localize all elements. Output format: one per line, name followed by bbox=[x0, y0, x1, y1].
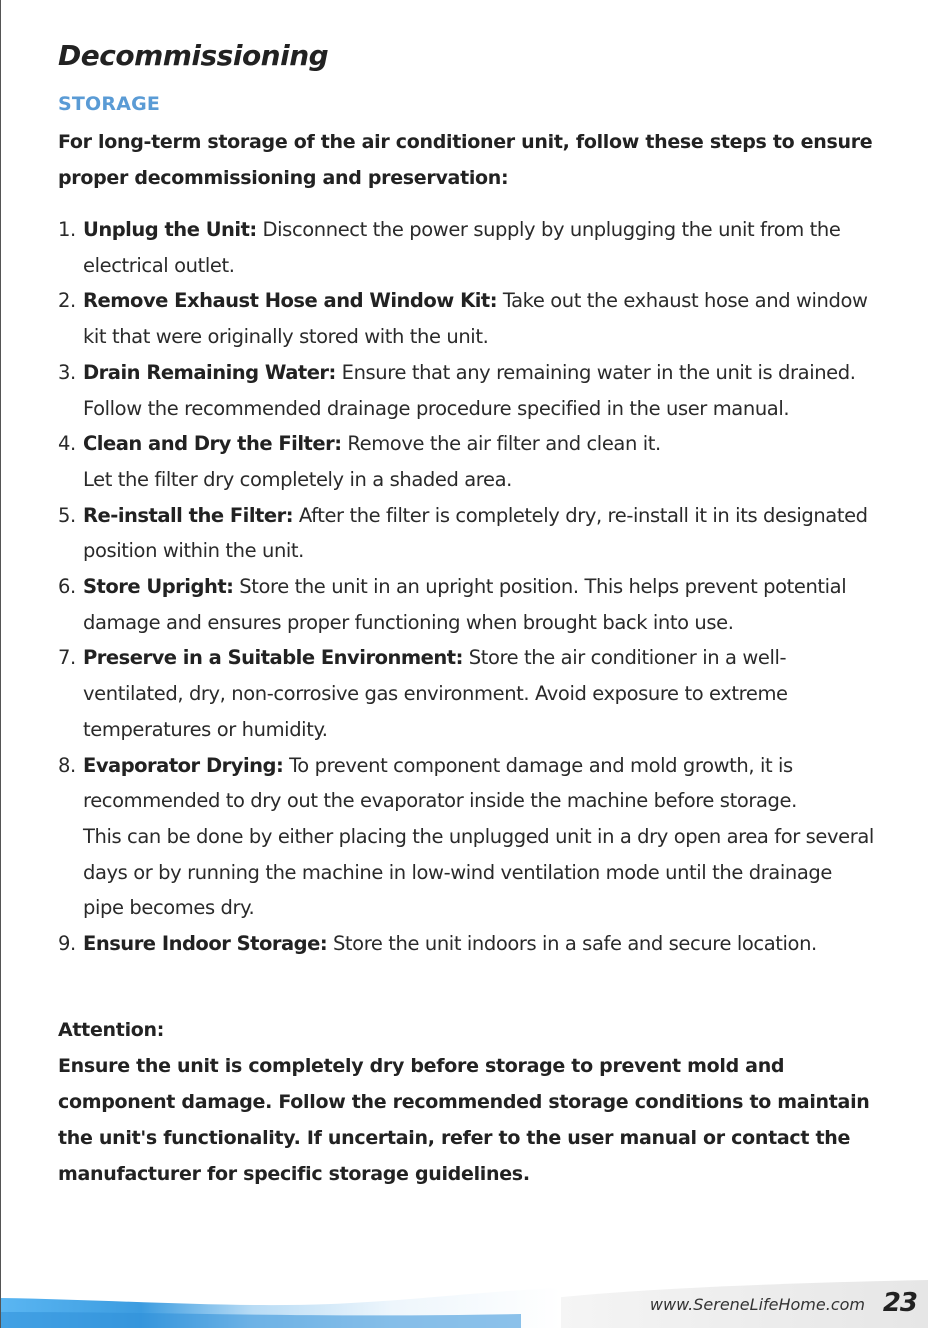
section-heading: STORAGE bbox=[58, 93, 161, 115]
step-title: Preserve in a Suitable Environment: bbox=[83, 646, 463, 670]
attention-text: Ensure the unit is completely dry before storage to prevent mold and component damage. Follow the recommended storage conditions to maintain the unit's functionality. If uncertain, refer to the user manual or contact the manufacturer for specific storage guidelines. bbox=[58, 1054, 870, 1185]
step-number: 8. bbox=[58, 753, 76, 777]
step-text: Store the unit in an upright position. This helps prevent potential damage and ensures proper functioning when brought back into use. bbox=[83, 575, 847, 634]
step-text-continued: Let the filter dry completely in a shaded area. bbox=[83, 467, 512, 491]
step-item bbox=[58, 283, 878, 354]
step-number: 5. bbox=[58, 503, 76, 527]
step-item bbox=[58, 569, 878, 640]
step-number: 7. bbox=[58, 646, 76, 670]
step-item bbox=[58, 640, 878, 747]
page-number: 23 bbox=[882, 1288, 917, 1318]
step-text: Store the unit indoors in a safe and secure location. bbox=[332, 932, 817, 956]
step-text: Disconnect the power supply by unplugging the unit from the electrical outlet. bbox=[83, 218, 841, 277]
step-title: Remove Exhaust Hose and Window Kit: bbox=[83, 289, 497, 313]
step-text: Take out the exhaust hose and window kit that were originally stored with the unit. bbox=[83, 289, 868, 349]
step-number: 6. bbox=[58, 575, 76, 599]
step-text: Ensure that any remaining water in the unit is drained. Follow the recommended drainage procedure specified in the user manual. bbox=[83, 360, 856, 420]
step-text: To prevent component damage and mold growth, it is recommended to dry out the evaporator inside the machine before storage. bbox=[83, 753, 797, 813]
page-content bbox=[58, 36, 878, 1192]
steps-list bbox=[58, 212, 878, 962]
attention-heading: Attention: bbox=[58, 1018, 165, 1041]
step-item bbox=[58, 355, 878, 426]
step-text: Store the air conditioner in a well-ventilated, dry, non-corrosive gas environment. Avoid exposure to extreme temperatures or humidity. bbox=[83, 646, 788, 741]
step-title: Re-install the Filter: bbox=[83, 503, 294, 527]
step-title: Evaporator Drying: bbox=[83, 753, 284, 777]
step-item bbox=[58, 212, 878, 283]
website-url: www.SereneLifeHome.com bbox=[649, 1295, 865, 1314]
step-text-continued: This can be done by either placing the unplugged unit in a dry open area for several days or by running the machine in low-wind ventilation mode until the drainage pipe becomes dry. bbox=[83, 824, 874, 920]
page-title: Decommissioning bbox=[58, 39, 329, 72]
step-number: 3. bbox=[58, 360, 76, 384]
page-footer bbox=[1, 1268, 928, 1328]
step-title: Unplug the Unit: bbox=[83, 218, 257, 241]
step-text: After the filter is completely dry, re-install it in its designated position within the unit. bbox=[83, 503, 868, 563]
step-item bbox=[58, 426, 878, 497]
step-text: Remove the air filter and clean it. bbox=[347, 432, 661, 456]
step-title: Drain Remaining Water: bbox=[83, 360, 336, 384]
step-title: Ensure Indoor Storage: bbox=[83, 932, 328, 956]
step-title: Store Upright: bbox=[83, 575, 234, 599]
step-number: 9. bbox=[58, 932, 76, 956]
step-item bbox=[58, 926, 878, 962]
step-item bbox=[58, 498, 878, 569]
intro-paragraph: For long-term storage of the air conditioner unit, follow these steps to ensure proper decommissioning and preservation: bbox=[58, 131, 873, 189]
step-number: 4. bbox=[58, 432, 76, 456]
step-title: Clean and Dry the Filter: bbox=[83, 432, 342, 456]
step-number: 1. bbox=[58, 218, 76, 241]
step-item bbox=[58, 748, 878, 927]
step-number: 2. bbox=[58, 289, 76, 313]
attention-block bbox=[58, 1012, 878, 1192]
